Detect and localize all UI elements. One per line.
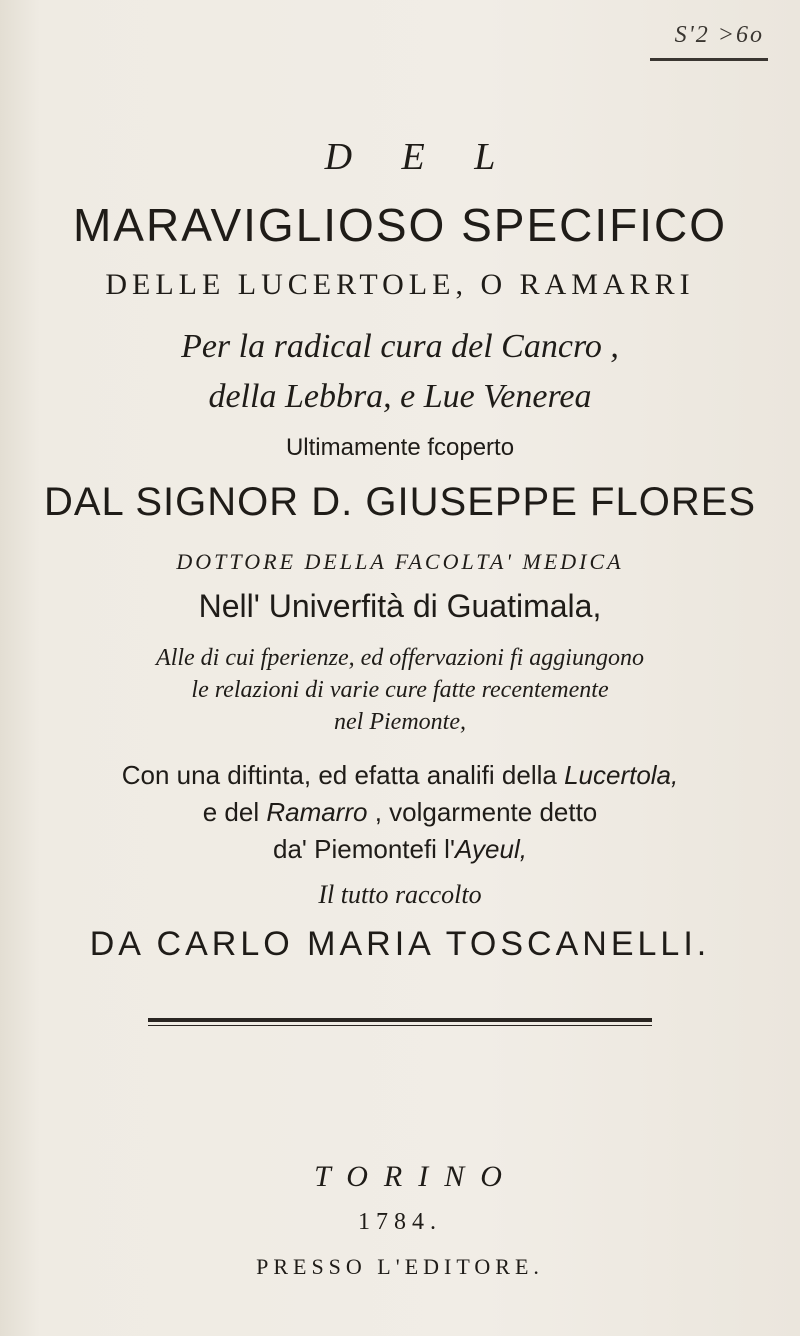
analysis-line-3-text: da' Piemontefi l' — [273, 834, 455, 864]
subtitle: DELLE LUCERTOLE, O RAMARRI — [105, 268, 695, 301]
ayeul-word: Ayeul, — [454, 834, 527, 864]
university-line: Nell' Univerfità di Guatimala, — [198, 588, 602, 624]
author-flores: DAL SIGNOR D. GIUSEPPE FLORES — [43, 480, 757, 524]
imprint-publisher: PRESSO L'EDITORE. — [256, 1254, 544, 1279]
divider-rule-thin — [148, 1025, 652, 1026]
main-title: MARAVIGLIOSO SPECIFICO — [72, 199, 728, 251]
paragraph-line-1: Alle di cui fperienze, ed offervazioni fi aggiungono — [156, 645, 644, 671]
paragraph-line-2: le relazioni di varie cure fatte recentemente — [191, 677, 609, 703]
collected-line: Il tutto raccolto — [318, 880, 482, 909]
ramarro-word: Ramarro — [266, 797, 368, 827]
degree-line: DOTTORE DELLA FACOLTA' MEDICA — [176, 549, 624, 574]
analysis-line-1-text: Con una diftinta, ed efatta analifi della — [121, 760, 565, 790]
lucertola-word: Lucertola, — [564, 760, 679, 790]
purpose-line-1: Per la radical cura del Cancro , — [181, 328, 619, 365]
purpose-line-2: della Lebbra, e Lue Venerea — [208, 378, 592, 415]
shelfmark-underline — [650, 58, 768, 61]
analysis-line-2 — [0, 797, 800, 828]
analysis-line-2-text-c: , volgarmente detto — [367, 797, 598, 827]
title-del: D E L — [324, 136, 516, 178]
compiler-name: DA CARLO MARIA TOSCANELLI. — [89, 925, 711, 963]
imprint-year: 1784. — [358, 1209, 442, 1235]
shelfmark: S'2 >6o — [674, 22, 764, 48]
divider-rule — [148, 1018, 652, 1022]
paragraph-line-3: nel Piemonte, — [334, 709, 466, 735]
analysis-line-1 — [0, 760, 800, 791]
imprint-city: TORINO — [314, 1160, 518, 1193]
discovered-line: Ultimamente fcoperto — [285, 434, 515, 461]
analysis-line-2-text-a: e del — [202, 797, 267, 827]
analysis-line-3 — [0, 834, 800, 865]
